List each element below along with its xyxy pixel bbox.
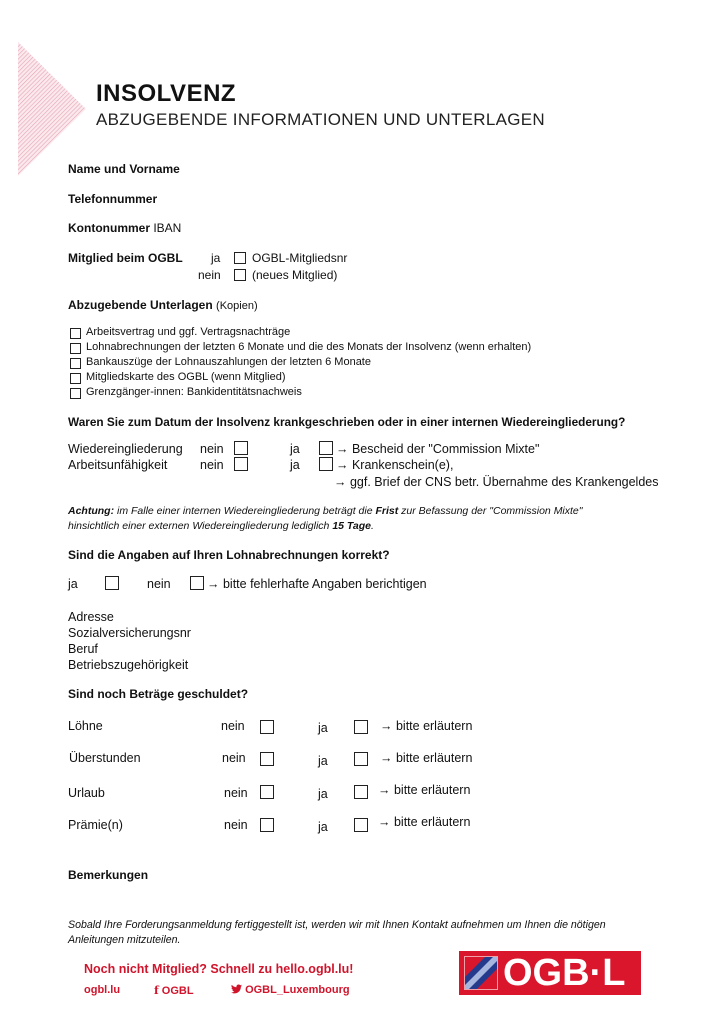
member-yes-label: ja bbox=[211, 251, 221, 265]
sick-question: Waren Sie zum Datum der Insolvenz krankgeschrieben oder in einer internen Wiedereingliederung? bbox=[68, 415, 626, 429]
member-label: Mitglied beim OGBL bbox=[68, 251, 183, 265]
payslip-no-label: nein bbox=[147, 577, 171, 591]
owed-no-checkbox[interactable] bbox=[260, 720, 274, 734]
decorative-triangle bbox=[18, 42, 86, 176]
sick-row-yes-label: ja bbox=[290, 458, 300, 472]
sick-row-label: Wiedereingliederung bbox=[68, 442, 183, 456]
website-link[interactable]: ogbl.lu bbox=[84, 984, 121, 996]
payslip-field: Adresse bbox=[68, 610, 114, 624]
name-label: Name und Vorname bbox=[68, 162, 180, 176]
payslip-yes-checkbox[interactable] bbox=[105, 576, 119, 590]
reintegration-no-checkbox[interactable] bbox=[234, 441, 248, 455]
owed-row-note: → bitte erläutern bbox=[380, 751, 473, 765]
notice-text: . bbox=[371, 520, 374, 532]
document-checkbox[interactable] bbox=[70, 388, 81, 399]
notice-line-2 bbox=[68, 520, 374, 532]
facebook-handle: OGBL bbox=[161, 985, 194, 997]
owed-row-label: Löhne bbox=[68, 719, 103, 733]
facebook-link[interactable] bbox=[154, 984, 194, 997]
incapacity-no-checkbox[interactable] bbox=[234, 457, 248, 471]
facebook-icon: f bbox=[154, 984, 159, 997]
document-item: Mitgliedskarte des OGBL (wenn Mitglied) bbox=[86, 371, 286, 383]
payslip-field: Beruf bbox=[68, 642, 98, 656]
document-item: Bankauszüge der Lohnauszahlungen der letzten 6 Monate bbox=[86, 356, 371, 368]
member-no-label: nein bbox=[198, 268, 221, 282]
owed-row-yes-label: ja bbox=[318, 754, 328, 768]
member-no-checkbox[interactable] bbox=[234, 269, 246, 281]
sick-row-no-label: nein bbox=[200, 442, 224, 456]
document-item: Grenzgänger-innen: Bankidentitätsnachweis bbox=[86, 386, 302, 398]
ogbl-logo-mark-icon bbox=[464, 956, 498, 990]
document-checkbox[interactable] bbox=[70, 328, 81, 339]
documents-heading bbox=[68, 298, 258, 312]
document-checkbox[interactable] bbox=[70, 343, 81, 354]
owed-yes-checkbox[interactable] bbox=[354, 785, 368, 799]
owed-question: Sind noch Beträge geschuldet? bbox=[68, 687, 249, 701]
iban-label bbox=[68, 221, 181, 235]
owed-row-label: Prämie(n) bbox=[68, 818, 123, 832]
document-checkbox[interactable] bbox=[70, 358, 81, 369]
twitter-icon bbox=[231, 984, 242, 994]
member-yes-checkbox[interactable] bbox=[234, 252, 246, 264]
sick-row-note: → Bescheid der "Commission Mixte" bbox=[336, 442, 540, 456]
payslip-no-checkbox[interactable] bbox=[190, 576, 204, 590]
ogbl-logo-text: OGB·L bbox=[503, 952, 626, 994]
incapacity-yes-checkbox[interactable] bbox=[319, 457, 333, 471]
logo-emblem-icon bbox=[465, 957, 497, 989]
membership-cta[interactable]: Noch nicht Mitglied? Schnell zu hello.ogbl.lu! bbox=[84, 962, 354, 976]
owed-row-note: → bitte erläutern bbox=[378, 815, 471, 829]
owed-no-checkbox[interactable] bbox=[260, 818, 274, 832]
page-title: INSOLVENZ bbox=[96, 80, 237, 107]
owed-row-no-label: nein bbox=[221, 719, 245, 733]
owed-yes-checkbox[interactable] bbox=[354, 752, 368, 766]
ogbl-logo bbox=[459, 951, 641, 995]
payslip-field: Sozialversicherungsnr bbox=[68, 626, 191, 640]
notice-line-1 bbox=[68, 505, 583, 517]
reintegration-yes-checkbox[interactable] bbox=[319, 441, 333, 455]
notice-text: im Falle einer internen Wiedereingliederung beträgt die bbox=[114, 505, 376, 517]
owed-row-yes-label: ja bbox=[318, 787, 328, 801]
owed-row-note: → bitte erläutern bbox=[378, 783, 471, 797]
document-checkbox[interactable] bbox=[70, 373, 81, 384]
owed-no-checkbox[interactable] bbox=[260, 752, 274, 766]
owed-row-yes-label: ja bbox=[318, 721, 328, 735]
owed-yes-checkbox[interactable] bbox=[354, 720, 368, 734]
payslip-question: Sind die Angaben auf Ihren Lohnabrechnungen korrekt? bbox=[68, 548, 390, 562]
documents-heading-bold: Abzugebende Unterlagen bbox=[68, 298, 213, 312]
member-yes-text: OGBL-Mitgliedsnr bbox=[252, 251, 348, 265]
document-item: Arbeitsvertrag und ggf. Vertragsnachträge bbox=[86, 326, 291, 338]
owed-row-no-label: nein bbox=[224, 818, 248, 832]
owed-no-checkbox[interactable] bbox=[260, 785, 274, 799]
owed-row-note: → bitte erläutern bbox=[380, 719, 473, 733]
owed-row-label: Urlaub bbox=[68, 786, 105, 800]
notice-days: 15 Tage bbox=[332, 520, 372, 532]
iban-label-bold: Kontonummer bbox=[68, 221, 150, 235]
owed-row-label: Überstunden bbox=[69, 751, 141, 765]
sick-extra-note: → ggf. Brief der CNS betr. Übernahme des Krankengeldes bbox=[334, 475, 659, 489]
owed-row-no-label: nein bbox=[222, 751, 246, 765]
owed-yes-checkbox[interactable] bbox=[354, 818, 368, 832]
iban-label-normal: IBAN bbox=[153, 221, 182, 235]
twitter-handle: OGBL_Luxembourg bbox=[245, 984, 350, 996]
notice-text: zur Befassung der "Commission Mixte" bbox=[398, 505, 583, 517]
twitter-link[interactable] bbox=[231, 984, 350, 996]
remarks-label: Bemerkungen bbox=[68, 868, 149, 882]
payslip-yes-label: ja bbox=[68, 577, 78, 591]
page-subtitle: ABZUGEBENDE INFORMATIONEN UND UNTERLAGEN bbox=[96, 110, 546, 129]
closing-line-2: Anleitungen mitzuteilen. bbox=[68, 934, 181, 946]
closing-line-1: Sobald Ihre Forderungsanmeldung fertiggestellt ist, werden wir mit Ihnen Kontakt aufnehmen um Ihnen die nötigen bbox=[68, 919, 606, 931]
document-item: Lohnabrechnungen der letzten 6 Monate und die des Monats der Insolvenz (wenn erhalten) bbox=[86, 341, 532, 353]
sick-row-note: → Krankenschein(e), bbox=[336, 458, 454, 472]
notice-frist: Frist bbox=[375, 505, 399, 517]
phone-label: Telefonnummer bbox=[68, 192, 158, 206]
payslip-no-note: → bitte fehlerhafte Angaben berichtigen bbox=[207, 577, 427, 591]
sick-row-no-label: nein bbox=[200, 458, 224, 472]
documents-heading-normal: (Kopien) bbox=[216, 300, 258, 312]
sick-row-yes-label: ja bbox=[290, 442, 300, 456]
payslip-field: Betriebszugehörigkeit bbox=[68, 658, 189, 672]
owed-row-no-label: nein bbox=[224, 786, 248, 800]
member-no-text: (neues Mitglied) bbox=[252, 268, 338, 282]
owed-row-yes-label: ja bbox=[318, 820, 328, 834]
notice-label: Achtung: bbox=[68, 505, 115, 517]
sick-row-label: Arbeitsunfähigkeit bbox=[68, 458, 168, 472]
notice-text: hinsichtlich einer externen Wiedereingliederung lediglich bbox=[68, 520, 333, 532]
